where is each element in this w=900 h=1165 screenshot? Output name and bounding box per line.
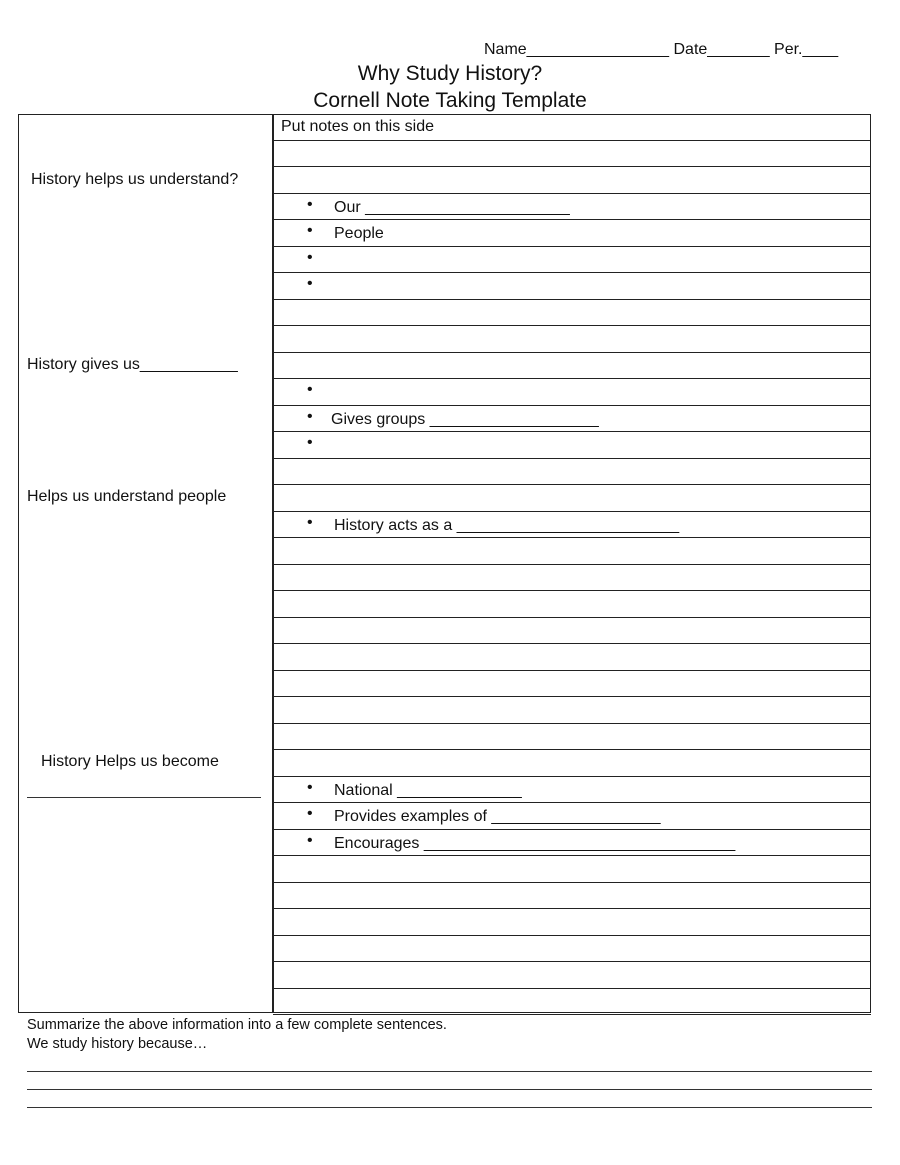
note-row[interactable]: [273, 273, 871, 300]
summary-prompt: We study history because…: [27, 1036, 208, 1052]
cue-history-helps-become: History Helps us become: [41, 753, 219, 770]
note-row[interactable]: [273, 432, 871, 459]
bullet-point: •: [307, 434, 313, 451]
note-row[interactable]: [273, 777, 871, 804]
note-row[interactable]: [273, 989, 871, 1016]
note-text: Provides examples of ___________________: [334, 808, 661, 825]
note-row[interactable]: [273, 220, 871, 247]
note-row[interactable]: [273, 909, 871, 936]
note-row[interactable]: [273, 353, 871, 380]
note-text: Gives groups ___________________: [331, 410, 599, 428]
note-text: People: [334, 225, 384, 242]
student-info-line: Name________________ Date_______ Per.____: [484, 41, 839, 58]
note-row[interactable]: [273, 379, 871, 406]
note-row[interactable]: [273, 644, 871, 671]
summary-instruction: Summarize the above information into a few complete sentences.: [27, 1017, 447, 1033]
note-text: History acts as a _________________________: [334, 516, 680, 534]
note-row[interactable]: [273, 485, 871, 512]
note-row[interactable]: [273, 565, 871, 592]
cue-history-helps-understand: History helps us understand?: [31, 171, 239, 188]
note-row[interactable]: [273, 141, 871, 168]
note-row[interactable]: [273, 936, 871, 963]
notes-header-label: Put notes on this side: [281, 118, 434, 135]
bullet-point: •: [307, 195, 313, 213]
cue-answer-line: [27, 797, 261, 798]
summary-write-line[interactable]: [27, 1071, 872, 1072]
note-row[interactable]: [273, 591, 871, 618]
note-row[interactable]: [273, 167, 871, 194]
note-row[interactable]: [273, 856, 871, 883]
note-row[interactable]: [273, 803, 871, 830]
note-row[interactable]: [273, 300, 871, 327]
page-title: Why Study History?: [357, 62, 543, 85]
bullet-point: •: [307, 248, 313, 266]
summary-write-line[interactable]: [27, 1107, 872, 1108]
note-row[interactable]: [273, 618, 871, 645]
note-text: Encourages ___________________________________: [334, 834, 736, 852]
note-row[interactable]: [273, 326, 871, 353]
note-text: National ______________: [334, 781, 522, 799]
bullet-point: •: [307, 513, 313, 531]
note-row[interactable]: [273, 830, 871, 857]
note-row[interactable]: [273, 538, 871, 565]
note-row[interactable]: [273, 724, 871, 751]
note-row[interactable]: [273, 512, 871, 539]
bullet-point: •: [307, 407, 313, 425]
bullet-point: •: [307, 275, 313, 292]
note-row[interactable]: [273, 406, 871, 433]
note-row[interactable]: [273, 671, 871, 698]
note-text: Our _______________________: [334, 198, 570, 216]
bullet-point: •: [307, 805, 313, 822]
cue-history-gives-us: History gives us___________: [27, 356, 238, 373]
notes-header-row: [273, 114, 871, 141]
bullet-point: •: [307, 778, 313, 796]
note-row[interactable]: [273, 194, 871, 221]
note-row[interactable]: [273, 247, 871, 274]
note-row[interactable]: [273, 962, 871, 989]
bullet-point: •: [307, 381, 313, 398]
bullet-point: •: [307, 222, 313, 239]
note-row[interactable]: [273, 883, 871, 910]
summary-write-line[interactable]: [27, 1089, 872, 1090]
cue-understand-people: Helps us understand people: [27, 488, 227, 505]
bullet-point: •: [307, 831, 313, 849]
note-row[interactable]: [273, 459, 871, 486]
note-row[interactable]: [273, 697, 871, 724]
note-row[interactable]: [273, 750, 871, 777]
page-subtitle: Cornell Note Taking Template: [313, 89, 587, 112]
